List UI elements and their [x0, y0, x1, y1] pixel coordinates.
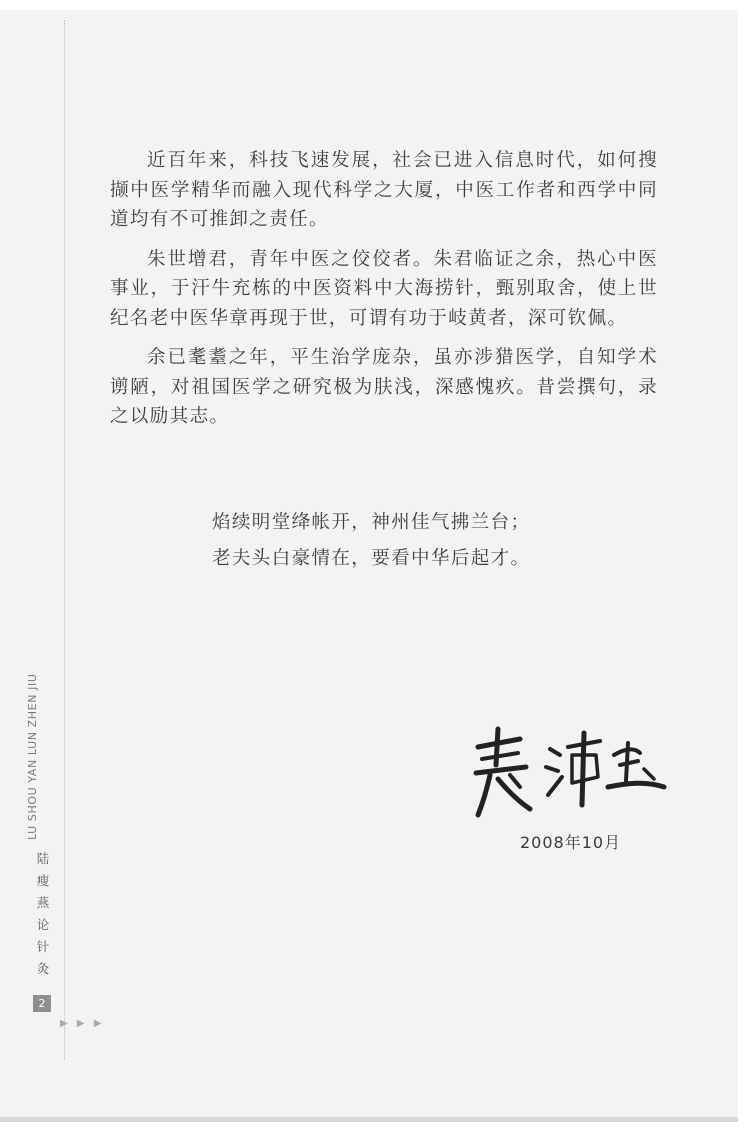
handwritten-signature: [468, 725, 668, 820]
paragraph-2: 朱世增君，青年中医之佼佼者。朱君临证之余，热心中医事业，于汗牛充栋的中医资料中大海捞针，甄别取舍，使上世纪名老中医华章再现于世，可谓有功于岐黄者，深可钦佩。: [110, 248, 658, 329]
poem-line-2: 老夫头白豪情在，要看中华后起才。: [212, 548, 531, 569]
book-title-char: 燕: [36, 895, 50, 910]
book-title-char: 灸: [36, 961, 50, 976]
top-page-edge: [0, 0, 738, 10]
date: 2008年10月: [520, 833, 622, 852]
book-title-pinyin: LU SHOU YAN LUN ZHEN JIU: [26, 673, 39, 840]
book-title-char: 论: [36, 917, 50, 932]
preface-body: [110, 146, 658, 442]
book-title-char: 针: [36, 939, 50, 954]
page-number: 2: [33, 995, 51, 1012]
paragraph-1: 近百年来，科技飞速发展，社会已进入信息时代，如何搜撷中医学精华而融入现代科学之大厦，中医工作者和西学中同道均有不可推卸之责任。: [110, 150, 658, 230]
paragraph-3: 余已耄耋之年，平生治学庞杂，虽亦涉猎医学，自知学术谫陋，对祖国医学之研究极为肤浅，深感愧疚。昔尝撰句，录之以励其志。: [110, 347, 658, 427]
bottom-page-edge: [0, 1117, 738, 1122]
poem: [212, 505, 652, 577]
poem-line-1: 焰续明堂绛帐开，神州佳气拂兰台；: [212, 512, 531, 533]
book-title-vertical: [36, 848, 50, 980]
gutter-dotted-line: [64, 20, 65, 1060]
book-title-char: 陆: [36, 851, 50, 866]
arrow-icons: ▶ ▶ ▶: [60, 1018, 105, 1029]
book-title-char: 瘦: [36, 873, 50, 888]
